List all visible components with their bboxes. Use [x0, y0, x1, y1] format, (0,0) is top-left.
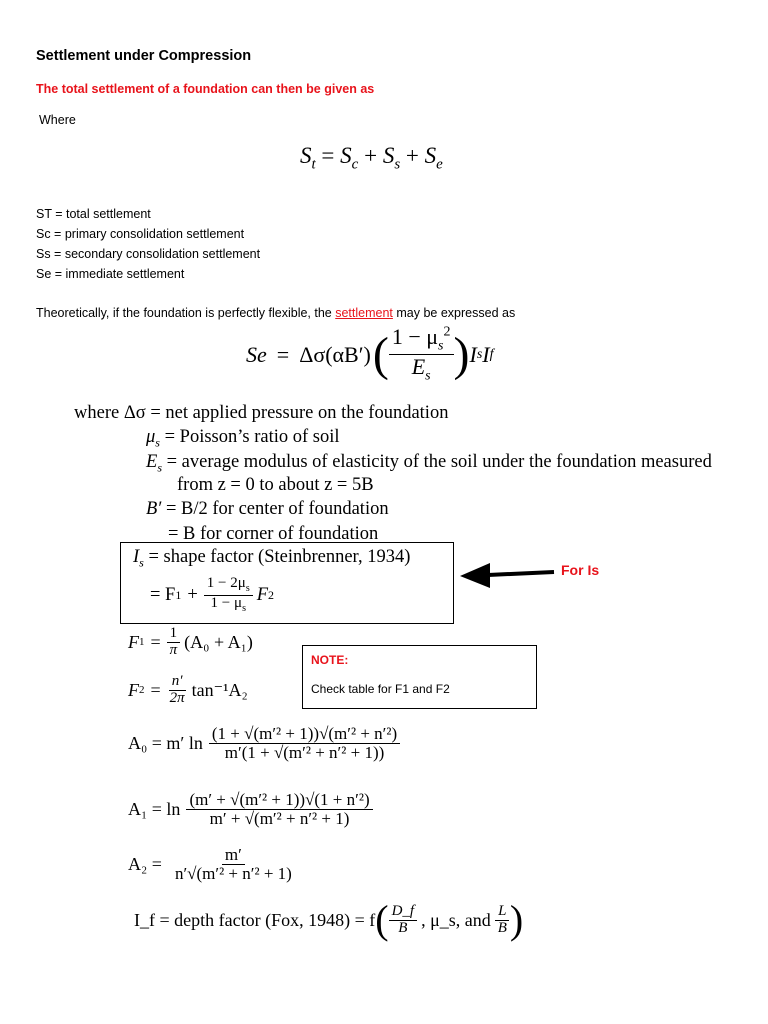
definition-item: ST = total settlement	[36, 207, 151, 221]
theory-text: Theoretically, if the foundation is perfectly flexible, the settlement may be expressed as	[36, 306, 516, 320]
formula-f1: F 1 = $\frac{1}{\pi}$ (A₀ + A₁)	[128, 625, 253, 658]
formula-f2: F 2 = $\frac{n'}{2\pi}$ tan⁻¹A₂	[128, 673, 248, 706]
page-heading: Settlement under Compression	[36, 48, 252, 64]
intro-text: The total settlement of a foundation can then be given as	[36, 82, 375, 96]
total-settlement-equation: $S_t = S_c + S_s + S_e$	[300, 143, 443, 173]
shape-factor-highlight-box	[120, 542, 454, 624]
for-is-label: For Is	[561, 562, 600, 578]
immediate-settlement-equation: Se = Δσ(αB′) ( $\frac{1 - \mu_s^2}{E_s}$ ) I s I f	[246, 324, 494, 384]
arrow-left-icon	[458, 562, 558, 588]
formula-a1: A₁ = ln $\frac{\text{(m′ + √(m′² + 1))√(1 + n′²)}}{\text{m′ + √(m′² + n′² + 1)}}$	[128, 791, 373, 828]
definitions-list	[36, 204, 260, 284]
where-label: Where	[39, 113, 76, 127]
formula-a0: A₀ = m′ ln $\frac{\text{(1 + √(m′² + 1))√(m′² + n′²)}}{\text{m′(1 + √(m′² + n′² + 1))}}$	[128, 725, 400, 762]
definition-item: Sc = primary consolidation settlement	[36, 227, 245, 241]
note-body: Check table for F1 and F2	[311, 682, 450, 696]
formula-a2: A₂ = $\frac{m'}{\text{n′√(m′² + n′² + 1)}}$	[128, 845, 292, 883]
formula-if: I_f = depth factor (Fox, 1948) = f ( $\frac{D\_f}{B}$ , μ_s, and $\frac{L}{B}$ )	[134, 897, 524, 942]
settlement-link[interactable]: settlement	[335, 306, 393, 320]
definition-item: Ss = secondary consolidation settlement	[36, 247, 261, 261]
term-delta-sigma: where Δσ	[74, 403, 146, 423]
note-title: NOTE:	[311, 653, 349, 667]
definition-item: Se = immediate settlement	[36, 267, 185, 281]
note-box	[302, 645, 537, 709]
